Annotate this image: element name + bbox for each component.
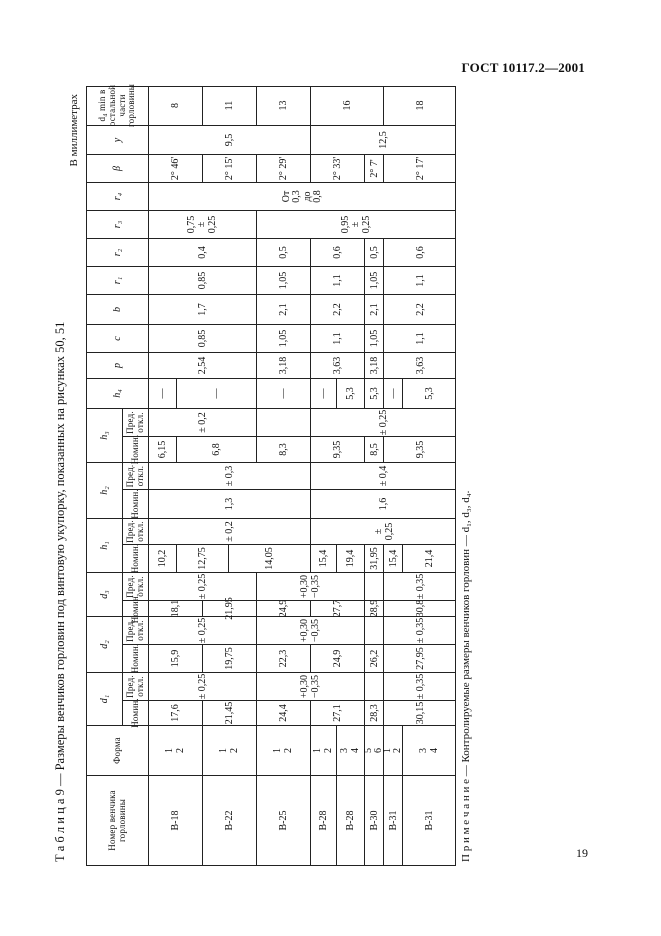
cell-tolerance bbox=[364, 673, 383, 701]
cell-r3 bbox=[148, 211, 256, 239]
cell-h3-tolerance: ± 0,25 bbox=[310, 409, 456, 437]
cell-tolerance bbox=[364, 573, 383, 601]
cell-h3-nominal: 6,8 bbox=[176, 437, 256, 463]
cell-beta: 2° 17' bbox=[383, 155, 456, 183]
header-d1: d₁ bbox=[86, 673, 122, 726]
row-code: В-18 bbox=[148, 776, 202, 866]
cell-d4: 18 bbox=[383, 86, 456, 126]
cell-y: 9,5 bbox=[148, 126, 310, 155]
cell-line: 1 bbox=[272, 748, 283, 753]
cell-r4 bbox=[148, 183, 456, 211]
cell-beta: 2° 46' bbox=[148, 155, 202, 183]
cell-tolerance bbox=[256, 617, 364, 645]
cell-line: до bbox=[301, 191, 313, 202]
cell-line: 3 bbox=[418, 748, 429, 753]
cell-line: 2 bbox=[322, 748, 334, 753]
row-code: В-22 bbox=[202, 776, 256, 866]
header-r3: r₃ bbox=[86, 211, 148, 239]
cell-h3-tolerance: ± 0,2 bbox=[148, 409, 256, 437]
cell-d3_nom: 21,95 bbox=[202, 601, 256, 617]
cell-h3-nominal: 9,35 bbox=[383, 437, 456, 463]
row-code: В-30 bbox=[364, 776, 383, 866]
cell-stack bbox=[340, 748, 361, 753]
cell-d2_nom: 26,2 bbox=[364, 645, 383, 673]
cell-d3_nom: 18,1 bbox=[148, 601, 202, 617]
cell-d3_nom: 28,9 bbox=[364, 601, 383, 617]
cell-b: 2,1 bbox=[256, 295, 310, 325]
cell-b: 2,2 bbox=[383, 295, 456, 325]
row-code: В-31 bbox=[383, 776, 402, 866]
cell-r1: 1,05 bbox=[364, 267, 383, 295]
cell-h1-nominal: 15,4 bbox=[383, 545, 402, 573]
header-form: Форма bbox=[86, 726, 148, 776]
cell-line: 6 bbox=[373, 748, 384, 753]
cell-r2: 0,5 bbox=[256, 239, 310, 267]
cell-line: 2 bbox=[174, 748, 186, 753]
table-title: Т а б л и ц а 9 — Размеры венчиков горловин под винтовую укупорку, показанных на рисунках 50, 51 bbox=[53, 321, 67, 862]
header-beta: β bbox=[86, 155, 148, 183]
row-form bbox=[383, 726, 402, 776]
cell-d1_nom: 21,45 bbox=[202, 701, 256, 726]
cell-line: 2 bbox=[228, 748, 240, 753]
cell-line: −0,35 bbox=[309, 674, 321, 699]
cell-r3 bbox=[256, 211, 456, 239]
cell-r2: 0,6 bbox=[383, 239, 456, 267]
data-table bbox=[86, 83, 456, 866]
header-h2: h₂ bbox=[86, 463, 122, 519]
row-form bbox=[402, 726, 456, 776]
header-tolerance: Пред. откл. bbox=[122, 617, 148, 645]
cell-h3-nominal: 9,35 bbox=[310, 437, 364, 463]
cell-stack bbox=[341, 216, 373, 234]
cell-line: ± bbox=[350, 221, 362, 228]
cell-line: 1 bbox=[312, 748, 323, 753]
cell-line: 0,8 bbox=[312, 190, 323, 203]
cell-d1_nom: 30,15 bbox=[383, 701, 456, 726]
cell-h2-tolerance: ± 0,3 bbox=[148, 463, 310, 490]
row-form bbox=[256, 726, 310, 776]
cell-line: 1 bbox=[381, 748, 393, 753]
row-form bbox=[202, 726, 256, 776]
cell-c: 0,85 bbox=[148, 325, 256, 353]
cell-r1: 1,05 bbox=[256, 267, 310, 295]
cell-c: 1,05 bbox=[364, 325, 383, 353]
cell-stack bbox=[419, 748, 440, 753]
cell-r1: 1,1 bbox=[383, 267, 456, 295]
cell-stack bbox=[219, 748, 240, 753]
document-code: ГОСТ 10117.2—2001 bbox=[461, 60, 585, 75]
row-form bbox=[336, 726, 364, 776]
cell-h4: 5,3 bbox=[402, 379, 456, 409]
cell-stack bbox=[282, 190, 324, 203]
cell-stack bbox=[273, 748, 294, 753]
header-c: c bbox=[86, 325, 148, 353]
header-h4: h₄ bbox=[86, 379, 148, 409]
header-h3: h₃ bbox=[86, 409, 122, 463]
cell-stack bbox=[187, 216, 219, 234]
cell-stack bbox=[165, 748, 186, 753]
cell-tolerance: ± 0,35 bbox=[383, 617, 456, 645]
row-form bbox=[364, 726, 383, 776]
row-code: В-25 bbox=[256, 776, 310, 866]
cell-r2: 0,5 bbox=[364, 239, 383, 267]
cell-h1-tolerance: ± 0,25 bbox=[310, 519, 456, 545]
header-r2: r₂ bbox=[86, 239, 148, 267]
header-nominal: Номин. bbox=[122, 545, 148, 573]
cell-h2-tolerance: ± 0,4 bbox=[310, 463, 456, 490]
cell-beta: 2° 15' bbox=[202, 155, 256, 183]
cell-h3-tolerance bbox=[256, 409, 310, 437]
units-note: В миллиметрах bbox=[68, 94, 80, 167]
cell-c: 1,05 bbox=[256, 325, 310, 353]
cell-r2: 0,4 bbox=[148, 239, 256, 267]
cell-h4: — bbox=[383, 379, 402, 409]
header-y: y bbox=[86, 126, 148, 155]
cell-tolerance: ± 0,35 bbox=[383, 573, 456, 601]
cell-line: 2 bbox=[282, 748, 294, 753]
cell-line: 0,3 bbox=[291, 190, 302, 203]
cell-c: 1,1 bbox=[310, 325, 364, 353]
header-d2: d₂ bbox=[86, 617, 122, 673]
cell-line: 1 bbox=[218, 748, 229, 753]
cell-line: 3 bbox=[339, 748, 350, 753]
cell-d3_nom: 27,7 bbox=[310, 601, 364, 617]
cell-d2_nom: 27,95 bbox=[383, 645, 456, 673]
header-p: p bbox=[86, 353, 148, 379]
header-r1: r₁ bbox=[86, 267, 148, 295]
header-nominal: Номин. bbox=[122, 645, 148, 673]
cell-h4: 5,3 bbox=[364, 379, 383, 409]
cell-p: 3,63 bbox=[310, 353, 364, 379]
cell-tolerance: ± 0,25 bbox=[148, 673, 256, 701]
cell-line: −0,35 bbox=[309, 618, 321, 643]
cell-line: 0,25 bbox=[360, 215, 372, 234]
cell-d4: 11 bbox=[202, 86, 256, 126]
cell-h4: — bbox=[256, 379, 310, 409]
cell-h2-nominal: 1,3 bbox=[148, 490, 310, 519]
header-h1: h₁ bbox=[86, 519, 122, 573]
cell-line: +0,30 bbox=[299, 674, 310, 699]
row-code: В-28 bbox=[336, 776, 364, 866]
header-nominal: Номин. bbox=[122, 490, 148, 519]
cell-d4: 13 bbox=[256, 86, 310, 126]
cell-d2_nom: 15,9 bbox=[148, 645, 202, 673]
rotated-content bbox=[40, 83, 570, 866]
cell-d1_nom: 17,6 bbox=[148, 701, 202, 726]
header-tolerance: Пред. откл. bbox=[122, 673, 148, 701]
cell-h4: — bbox=[176, 379, 256, 409]
page-number: 19 bbox=[576, 846, 588, 860]
cell-tolerance bbox=[256, 573, 364, 601]
cell-line: 4 bbox=[428, 748, 440, 753]
cell-beta: 2° 7' bbox=[364, 155, 383, 183]
cell-p: 2,54 bbox=[148, 353, 256, 379]
header-d3: d₃ bbox=[86, 573, 122, 617]
cell-b: 1,7 bbox=[148, 295, 256, 325]
cell-p: 3,18 bbox=[256, 353, 310, 379]
cell-line: 2 bbox=[392, 748, 403, 753]
cell-h3-nominal: 8,3 bbox=[256, 437, 310, 463]
cell-d4: 8 bbox=[148, 86, 202, 126]
cell-h1-nominal: 12,75 bbox=[176, 545, 228, 573]
cell-h1-nominal: 15,4 bbox=[310, 545, 336, 573]
header-tolerance: Пред. откл. bbox=[122, 409, 148, 437]
cell-stack bbox=[383, 748, 404, 753]
cell-r1: 1,1 bbox=[310, 267, 364, 295]
header-b: b bbox=[86, 295, 148, 325]
rotated-table-area bbox=[40, 83, 570, 866]
cell-h1-nominal: 14,05 bbox=[228, 545, 310, 573]
cell-line: ± bbox=[196, 221, 208, 228]
cell-h1-nominal: 21,4 bbox=[402, 545, 456, 573]
cell-d2_nom: 19,75 bbox=[202, 645, 256, 673]
cell-y: 12,5 bbox=[310, 126, 456, 155]
cell-beta: 2° 33' bbox=[310, 155, 364, 183]
cell-d3_nom: 30,8 bbox=[383, 601, 456, 617]
cell-d4: 16 bbox=[310, 86, 383, 126]
cell-line: 5 bbox=[362, 748, 374, 753]
cell-tolerance bbox=[364, 617, 383, 645]
cell-line: 4 bbox=[349, 748, 361, 753]
cell-h1-nominal: 31,95 bbox=[364, 545, 383, 573]
cell-line: 0,95 bbox=[339, 215, 351, 234]
cell-line: От bbox=[280, 190, 292, 203]
cell-d2_nom: 24,9 bbox=[310, 645, 364, 673]
row-code: В-28 bbox=[310, 776, 336, 866]
cell-r1: 0,85 bbox=[148, 267, 256, 295]
cell-tolerance: ± 0,25 bbox=[148, 617, 256, 645]
row-form bbox=[148, 726, 202, 776]
cell-b: 2,2 bbox=[310, 295, 364, 325]
cell-h1-nominal: 10,2 bbox=[148, 545, 176, 573]
cell-tolerance bbox=[256, 673, 364, 701]
header-code: Номер венчика горловины bbox=[86, 776, 148, 866]
cell-d1_nom: 27,1 bbox=[310, 701, 364, 726]
cell-h4: — bbox=[310, 379, 336, 409]
cell-tolerance: ± 0,35 bbox=[383, 673, 456, 701]
cell-line: 0,75 bbox=[185, 215, 197, 234]
cell-d1_nom: 24,4 bbox=[256, 701, 310, 726]
cell-d2_nom: 22,3 bbox=[256, 645, 310, 673]
header-d4: d₄ min в остальной части горловины bbox=[86, 86, 148, 126]
row-code: В-31 bbox=[402, 776, 456, 866]
row-form bbox=[310, 726, 336, 776]
cell-stack bbox=[300, 675, 321, 698]
cell-h4: 5,3 bbox=[336, 379, 364, 409]
cell-c: 1,1 bbox=[383, 325, 456, 353]
header-tolerance: Пред. откл. bbox=[122, 573, 148, 601]
cell-stack bbox=[300, 619, 321, 642]
header-r4: r₄ bbox=[86, 183, 148, 211]
cell-h4: — bbox=[148, 379, 176, 409]
cell-p: 3,63 bbox=[383, 353, 456, 379]
cell-stack bbox=[300, 575, 321, 598]
cell-line: +0,30 bbox=[299, 574, 310, 599]
cell-h3-nominal: 8,5 bbox=[364, 437, 383, 463]
cell-line: −0,35 bbox=[309, 574, 321, 599]
cell-h3-nominal: 6,15 bbox=[148, 437, 176, 463]
cell-tolerance: ± 0,25 bbox=[148, 573, 256, 601]
cell-d1_nom: 28,3 bbox=[364, 701, 383, 726]
header-tolerance: Пред. откл. bbox=[122, 519, 148, 545]
cell-b: 2,1 bbox=[364, 295, 383, 325]
header-nominal: Номин. bbox=[122, 437, 148, 463]
header-nominal: Номин. bbox=[122, 701, 148, 726]
header-tolerance: Пред. откл. bbox=[122, 463, 148, 490]
cell-h2-nominal: 1,6 bbox=[310, 490, 456, 519]
cell-d3_nom: 24,9 bbox=[256, 601, 310, 617]
header-nominal: Номин. bbox=[122, 601, 148, 617]
table-footnote: П р и м е ч а н и е — Контролируемые размеры венчиков горловин — d₁, d₃, d₄. bbox=[460, 490, 472, 862]
cell-beta: 2° 29' bbox=[256, 155, 310, 183]
cell-line: +0,30 bbox=[299, 618, 310, 643]
cell-stack bbox=[313, 748, 334, 753]
cell-line: 1 bbox=[164, 748, 175, 753]
cell-h1-nominal: 19,4 bbox=[336, 545, 364, 573]
cell-p: 3,18 bbox=[364, 353, 383, 379]
cell-h1-tolerance: ± 0,2 bbox=[148, 519, 310, 545]
cell-r2: 0,6 bbox=[310, 239, 364, 267]
cell-line: 0,25 bbox=[206, 215, 218, 234]
